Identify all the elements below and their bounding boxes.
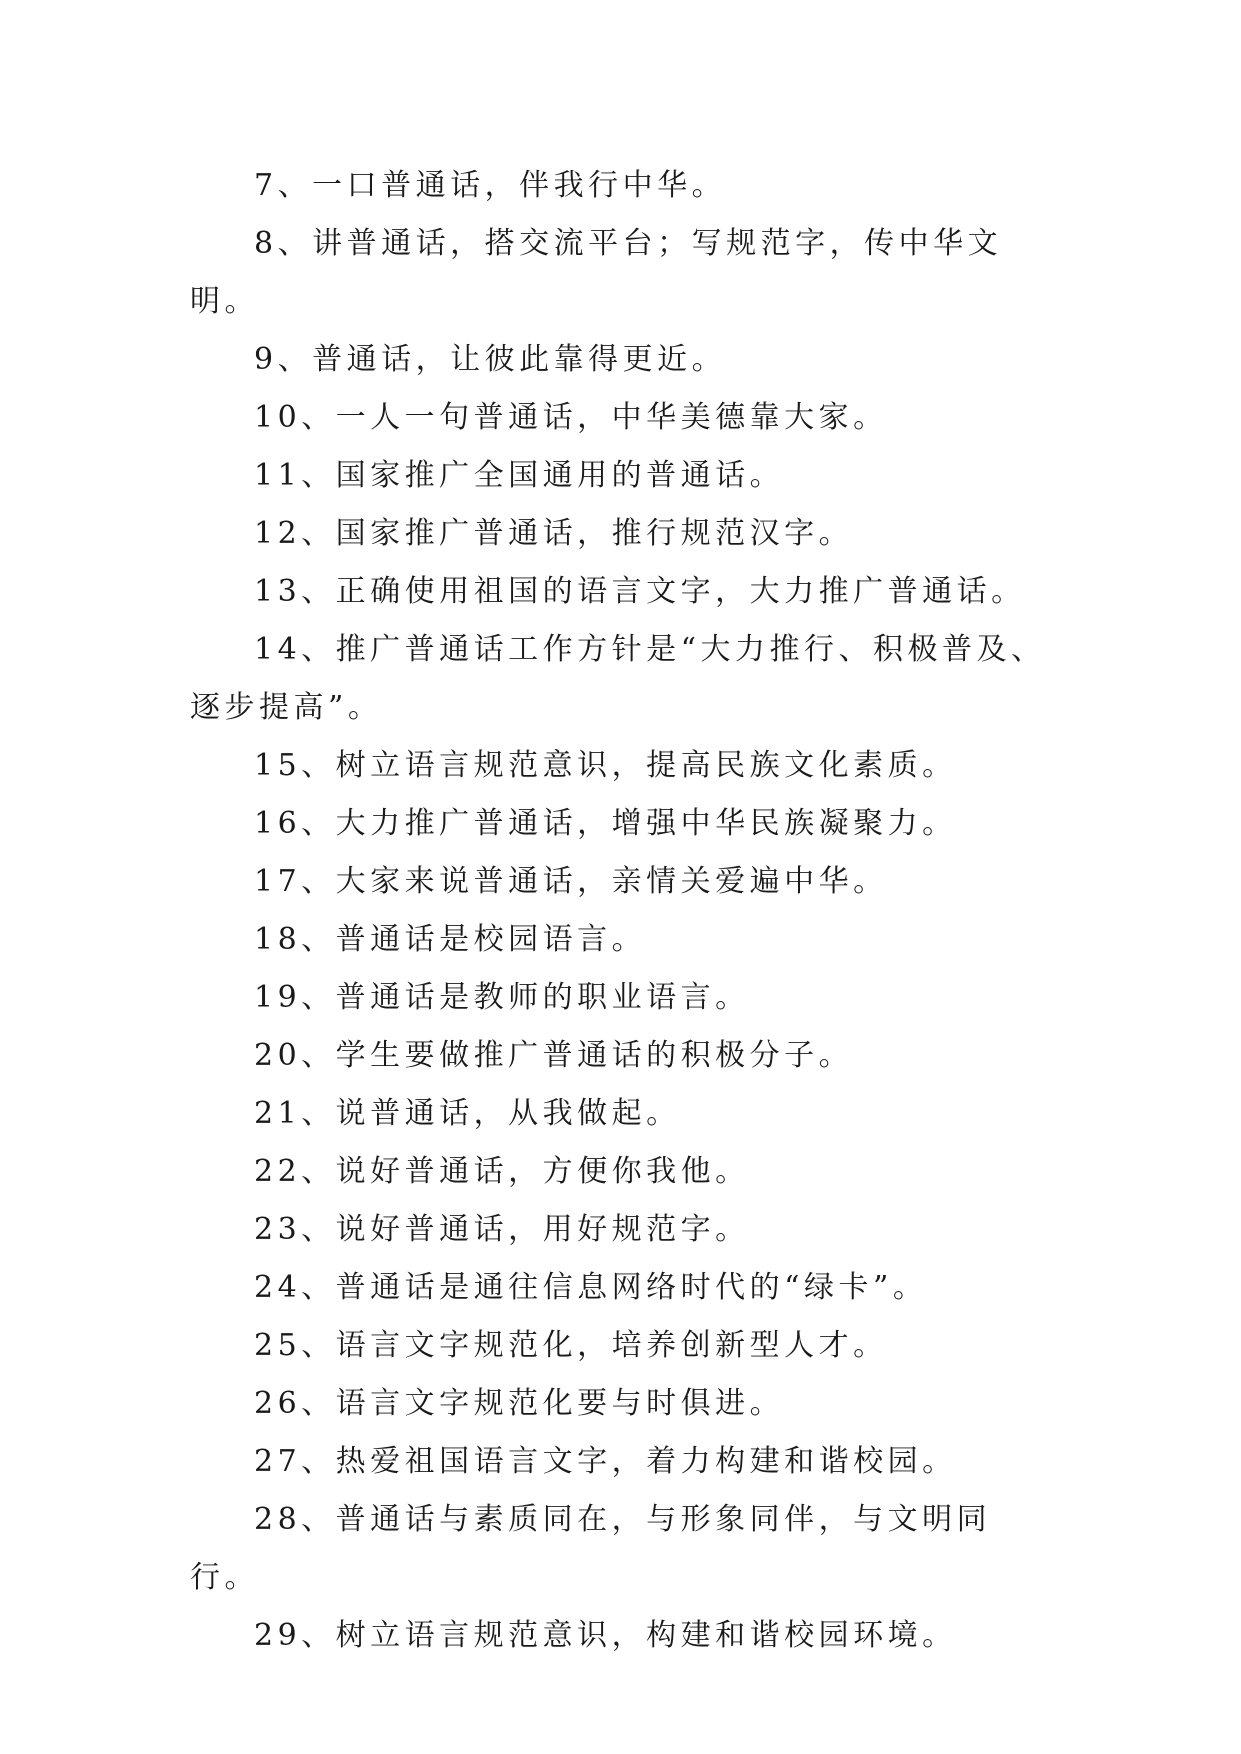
slogan-item: 24、普通话是通往信息网络时代的“绿卡”。 — [254, 1270, 928, 1305]
slogan-item: 28、普通话与素质同在，与形象同伴，与文明同行。 — [190, 1502, 992, 1595]
slogan-item: 20、学生要做推广普通话的积极分子。 — [254, 1038, 854, 1073]
slogan-item: 9、普通话，让彼此靠得更近。 — [254, 342, 727, 377]
slogan-item: 21、说普通话，从我做起。 — [254, 1096, 681, 1131]
slogan-item: 11、国家推广全国通用的普通话。 — [254, 458, 785, 493]
slogan-item: 22、说好普通话，方便你我他。 — [254, 1154, 750, 1189]
slogan-list — [190, 157, 1052, 1665]
slogan-item: 18、普通话是校园语言。 — [254, 922, 647, 957]
slogan-item: 15、树立语言规范意识，提高民族文化素质。 — [254, 748, 957, 783]
slogan-item: 8、讲普通话，搭交流平台；写规范字，传中华文明。 — [190, 226, 1003, 319]
slogan-item: 25、语言文字规范化，培养创新型人才。 — [254, 1328, 888, 1363]
slogan-item: 29、树立语言规范意识，构建和谐校园环境。 — [254, 1618, 957, 1653]
slogan-item: 16、大力推广普通话，增强中华民族凝聚力。 — [254, 806, 957, 841]
slogan-item: 7、一口普通话，伴我行中华。 — [254, 168, 727, 203]
slogan-item: 23、说好普通话，用好规范字。 — [254, 1212, 750, 1247]
slogan-item: 27、热爱祖国语言文字，着力构建和谐校园。 — [254, 1444, 957, 1479]
slogan-item: 17、大家来说普通话，亲情关爱遍中华。 — [254, 864, 888, 899]
slogan-item: 13、正确使用祖国的语言文字，大力推广普通话。 — [254, 574, 1026, 609]
slogan-item: 26、语言文字规范化要与时俱进。 — [254, 1386, 785, 1421]
slogan-item: 14、推广普通话工作方针是“大力推行、积极普及、逐步提高”。 — [190, 632, 1046, 725]
slogan-item: 19、普通话是教师的职业语言。 — [254, 980, 750, 1015]
slogan-item: 10、一人一句普通话，中华美德靠大家。 — [254, 400, 888, 435]
slogan-item: 12、国家推广普通话，推行规范汉字。 — [254, 516, 854, 551]
